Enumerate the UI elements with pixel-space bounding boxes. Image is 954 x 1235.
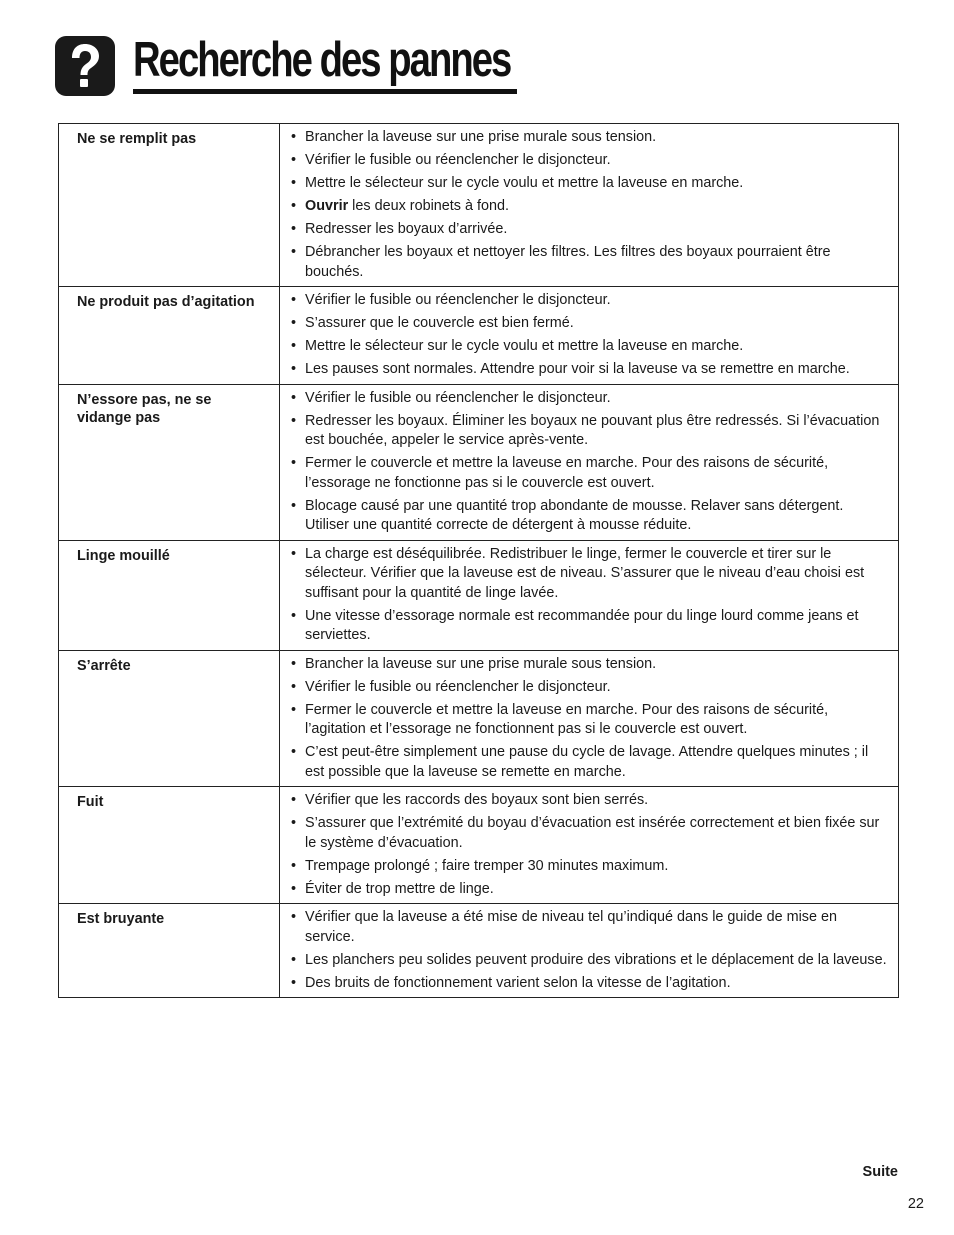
table-row: [59, 384, 899, 540]
problem-cell: Est bruyante: [59, 904, 280, 998]
solution-text: Vérifier le fusible ou réenclencher le disjoncteur.: [305, 152, 611, 168]
problem-cell: Ne produit pas d’agitation: [59, 287, 280, 385]
solution-text: C’est peut-être simplement une pause du cycle de lavage. Attendre quelques minutes ; il est possible que la laveuse se remette en marche.: [305, 744, 869, 780]
solution-list: [290, 908, 890, 993]
page-header: [55, 35, 617, 99]
list-item: [290, 454, 890, 493]
problem-cell: Linge mouillé: [59, 540, 280, 650]
solution-text: les deux robinets à fond.: [348, 198, 509, 214]
solution-text: Débrancher les boyaux et nettoyer les filtres. Les filtres des boyaux pourraient être bouchés.: [305, 244, 831, 280]
table-row: [59, 540, 899, 650]
solution-text: S’assurer que le couvercle est bien fermé.: [305, 315, 574, 331]
list-item: [290, 974, 890, 994]
solution-list: [290, 545, 890, 646]
solutions-cell: [280, 384, 899, 540]
solution-text: Brancher la laveuse sur une prise murale sous tension.: [305, 655, 657, 672]
list-item: [290, 814, 890, 853]
list-item: [290, 412, 890, 451]
list-item: [290, 607, 890, 646]
list-item: [290, 337, 890, 357]
list-item: [290, 791, 890, 811]
list-item: [290, 360, 890, 380]
list-item: [290, 174, 890, 194]
problem-cell: Fuit: [59, 787, 280, 904]
solution-text: La charge est déséquilibrée. Redistribuer le linge, fermer le couvercle et tirer sur le sélecteur. Vérifier que la laveuse est de niveau. S’assurer que le niveau d’eau choisi est suffisant pour la quantité de linge lavée.: [305, 545, 865, 601]
solution-list: [290, 128, 890, 282]
list-item: [290, 197, 890, 217]
list-item: [290, 389, 890, 409]
solution-text: Les pauses sont normales. Attendre pour voir si la laveuse va se remettre en marche.: [305, 361, 850, 377]
solution-text: Éviter de trop mettre de linge.: [305, 880, 494, 897]
solution-list: [290, 389, 890, 536]
list-item: [290, 151, 890, 171]
list-item: [290, 857, 890, 877]
table-row: [59, 124, 899, 287]
problem-cell: N’essore pas, ne se vidange pas: [59, 384, 280, 540]
title-underline: [133, 89, 517, 94]
solutions-cell: [280, 287, 899, 385]
continued-label: Suite: [862, 1164, 898, 1180]
solution-text: Vérifier le fusible ou réenclencher le disjoncteur.: [305, 292, 611, 308]
solution-text: Une vitesse d’essorage normale est recommandée pour du linge lourd comme jeans et serviettes.: [305, 607, 859, 643]
solution-text: Redresser les boyaux. Éliminer les boyaux ne pouvant plus être redressés. Si l’évacuation est bouchée, appeler le service après-vente.: [305, 412, 880, 448]
solutions-cell: [280, 787, 899, 904]
problem-cell: Ne se remplit pas: [59, 124, 280, 287]
page-title-block: [133, 35, 617, 85]
solution-text: Brancher la laveuse sur une prise murale sous tension.: [305, 129, 657, 145]
question-mark-icon: [55, 36, 115, 96]
list-item: [290, 497, 890, 536]
solution-text: Trempage prolongé ; faire tremper 30 minutes maximum.: [305, 857, 669, 874]
solution-list: [290, 791, 890, 899]
emphasis-text: Ouvrir: [305, 198, 349, 214]
list-item: [290, 655, 890, 675]
troubleshooting-table: [58, 123, 899, 998]
table-row: [59, 287, 899, 385]
list-item: [290, 908, 890, 947]
solution-text: Mettre le sélecteur sur le cycle voulu et mettre la laveuse en marche.: [305, 175, 744, 191]
table-row: [59, 787, 899, 904]
solution-text: Redresser les boyaux d’arrivée.: [305, 221, 508, 237]
list-item: [290, 314, 890, 334]
list-item: [290, 678, 890, 698]
problem-cell: S’arrête: [59, 650, 280, 787]
list-item: [290, 701, 890, 740]
solution-list: [290, 291, 890, 380]
solutions-cell: [280, 650, 899, 787]
solution-text: Blocage causé par une quantité trop abondante de mousse. Relaver sans détergent. Utiliser une quantité correcte de détergent à mousse réduite.: [305, 497, 844, 533]
solution-text: Des bruits de fonctionnement varient selon la vitesse de l’agitation.: [305, 974, 731, 991]
list-item: [290, 951, 890, 971]
list-item: [290, 545, 890, 604]
solution-text: Vérifier que les raccords des boyaux sont bien serrés.: [305, 792, 649, 808]
solutions-cell: [280, 904, 899, 998]
solutions-cell: [280, 124, 899, 287]
list-item: [290, 128, 890, 148]
solution-text: S’assurer que l’extrémité du boyau d’évacuation est insérée correctement et bien fixée sur le système d’évacuation.: [305, 815, 880, 851]
solution-text: Vérifier le fusible ou réenclencher le disjoncteur.: [305, 389, 611, 406]
solution-text: Les planchers peu solides peuvent produire des vibrations et le déplacement de la laveuse.: [305, 951, 887, 968]
page-title: Recherche des pannes: [133, 33, 511, 87]
page-number: 22: [907, 1196, 924, 1212]
solution-text: Fermer le couvercle et mettre la laveuse en marche. Pour des raisons de sécurité, l’agitation et l’essorage ne fonctionnent pas si le couvercle est ouvert.: [305, 701, 829, 737]
table-row: [59, 650, 899, 787]
solution-text: Mettre le sélecteur sur le cycle voulu et mettre la laveuse en marche.: [305, 338, 744, 354]
solutions-cell: [280, 540, 899, 650]
list-item: [290, 243, 890, 282]
list-item: [290, 880, 890, 900]
list-item: [290, 220, 890, 240]
list-item: [290, 743, 890, 782]
solution-list: [290, 655, 890, 783]
list-item: [290, 291, 890, 311]
solution-text: Vérifier que la laveuse a été mise de niveau tel qu’indiqué dans le guide de mise en service.: [305, 909, 837, 945]
solution-text: Vérifier le fusible ou réenclencher le disjoncteur.: [305, 678, 611, 695]
solution-text: Fermer le couvercle et mettre la laveuse en marche. Pour des raisons de sécurité, l’essorage ne fonctionne pas si le couvercle est ouvert.: [305, 455, 829, 491]
table-row: [59, 904, 899, 998]
